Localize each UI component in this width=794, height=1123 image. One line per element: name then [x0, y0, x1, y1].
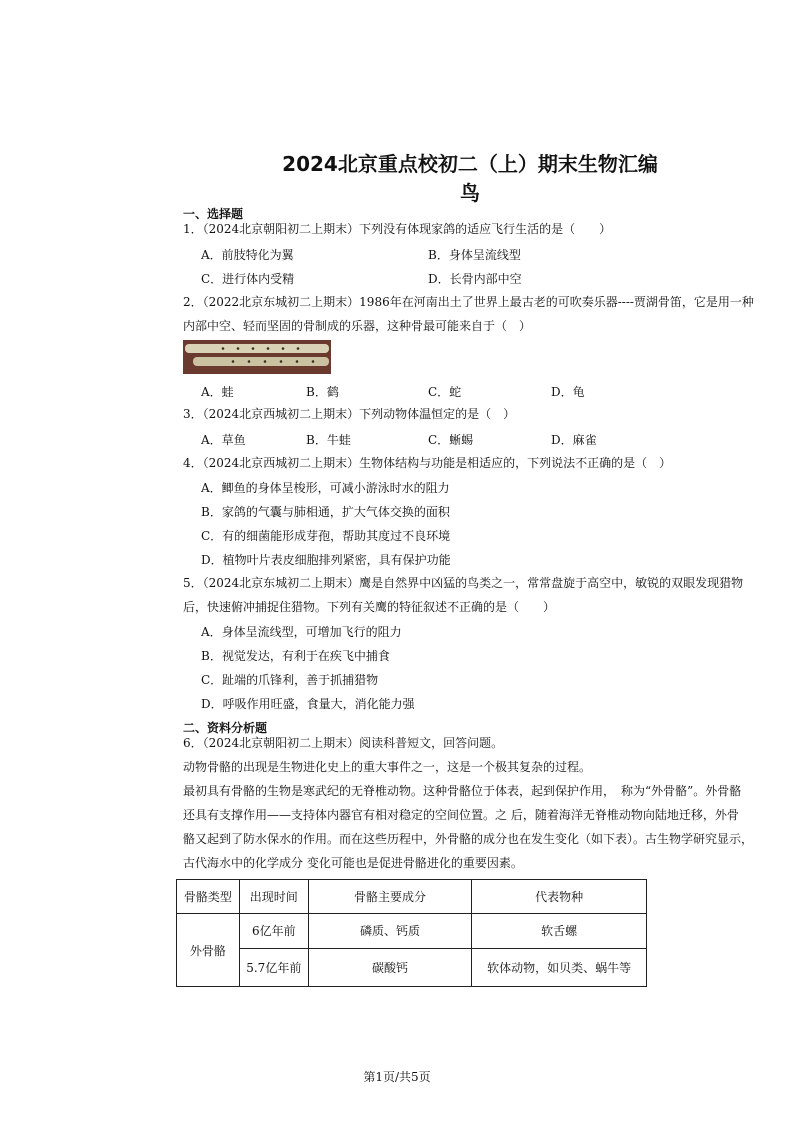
q1-stem: 1．（2024北京朝阳初二上期末）下列没有体现家鸽的适应飞行生活的是（ ）: [183, 222, 612, 236]
q2-stem-line-2: 内部中空、轻而坚固的骨制成的乐器，这种骨最可能来自于（ ）: [183, 319, 532, 333]
q4-option-a: A．鲫鱼的身体呈梭形，可减小游泳时水的阻力: [201, 481, 450, 495]
q1-option-c: C．进行体内受精: [201, 272, 295, 286]
q3-option-d: D．麻雀: [551, 433, 597, 447]
bone-flute-image: [183, 340, 331, 374]
table-cell: 6亿年前: [239, 914, 308, 948]
table-cell: 5.7亿年前: [239, 948, 308, 986]
page-number: 第1页/共5页: [363, 1070, 431, 1084]
q5-option-a: A．身体呈流线型，可增加飞行的阻力: [201, 625, 402, 639]
q5-option-d: D．呼吸作用旺盛，食量大，消化能力强: [201, 697, 415, 711]
table-row: [177, 914, 647, 948]
q3-option-b: B．牛蛙: [306, 433, 351, 447]
q6-paragraph-2-line-4: 古代海水中的化学成分 变化可能也是促进骨骼进化的重要因素。: [183, 856, 523, 870]
table-cell-type: 外骨骼: [177, 914, 240, 987]
q4-option-c: C．有的细菌能形成芽孢，帮助其度过不良环境: [201, 529, 451, 543]
q5-stem-line-2: 后，快速俯冲捕捉住猎物。下列有关鹰的特征叙述不正确的是（ ）: [183, 600, 556, 614]
table-cell: 软舌螺: [472, 914, 647, 948]
q2-option-b: B．鹤: [306, 385, 339, 399]
title-line-1: 2024北京重点校初二（上）期末生物汇编: [282, 152, 658, 176]
q3-option-c: C．蜥蜴: [428, 433, 474, 447]
q3-option-a: A．草鱼: [201, 433, 246, 447]
table-header-cell: 出现时间: [239, 880, 308, 914]
q4-stem: 4．（2024北京西城初二上期末）生物体结构与功能是相适应的，下列说法不正确的是（ ）: [183, 456, 672, 470]
table-header-cell: 骨骼主要成分: [308, 880, 472, 914]
q6-paragraph-2-line-1: 最初具有骨骼的生物是寒武纪的无脊椎动物。这种骨骼位于体表，起到保护作用， 称为“外骨骼”。外骨骼: [183, 784, 742, 798]
q1-option-d: D．长骨内部中空: [428, 272, 522, 286]
skeleton-table: [176, 879, 647, 987]
q1-option-a: A．前肢特化为翼: [201, 248, 294, 262]
table-header-cell: 骨骼类型: [177, 880, 240, 914]
q6-paragraph-1: 动物骨骼的出现是生物进化史上的重大事件之一，这是一个极其复杂的过程。: [183, 760, 592, 774]
q5-option-c: C．趾端的爪锋利，善于抓捕猎物: [201, 673, 379, 687]
table-cell: 碳酸钙: [308, 948, 472, 986]
q5-stem-line-1: 5．（2024北京东城初二上期末）鹰是自然界中凶猛的鸟类之一，常常盘旋于高空中，敏锐的双眼发现猎物: [183, 576, 744, 590]
q2-option-c: C．蛇: [428, 385, 462, 399]
page-title: [0, 150, 794, 208]
table-cell: 磷质、钙质: [308, 914, 472, 948]
table-header-cell: 代表物种: [472, 880, 647, 914]
section-heading-analysis: 二、资料分析题: [183, 721, 268, 735]
q2-stem-line-1: 2．（2022北京东城初二上期末）1986年在河南出土了世界上最古老的可吹奏乐器----贾湖骨笛，它是用一种: [183, 295, 754, 309]
title-line-2: 鸟: [460, 181, 480, 205]
q6-paragraph-2-line-3: 骼又起到了防水保水的作用。而在这些历程中，外骨骼的成分也在发生变化（如下表）。古生物学研究显示，: [183, 832, 754, 846]
q6-paragraph-2-line-2: 还具有支撑作用——支持体内器官有相对稳定的空间位置。之 后，随着海洋无脊椎动物向陆地迁移，外骨: [183, 808, 739, 822]
q3-stem: 3．（2024北京西城初二上期末）下列动物体温恒定的是（ ）: [183, 407, 516, 421]
q4-option-d: D．植物叶片表皮细胞排列紧密，具有保护功能: [201, 553, 451, 567]
table-header-row: [177, 880, 647, 914]
q2-option-d: D．龟: [551, 385, 585, 399]
q4-option-b: B．家鸽的气囊与肺相通，扩大气体交换的面积: [201, 505, 450, 519]
q2-option-a: A．蛙: [201, 385, 234, 399]
q5-option-b: B．视觉发达，有利于在疾飞中捕食: [201, 649, 390, 663]
table-row: [177, 948, 647, 986]
section-heading-choice: 一、选择题: [183, 207, 244, 221]
table-cell: 软体动物，如贝类、蜗牛等: [472, 948, 647, 986]
q1-option-b: B．身体呈流线型: [428, 248, 521, 262]
q6-stem: 6．（2024北京朝阳初二上期末）阅读科普短文，回答问题。: [183, 736, 504, 750]
